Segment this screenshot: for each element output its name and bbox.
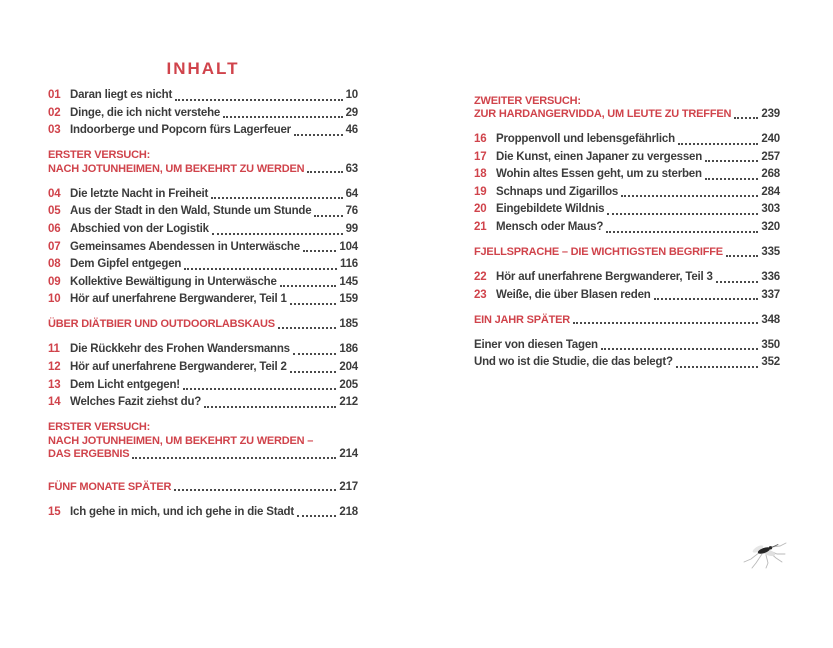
section-title: DAS ERGEBNIS — [48, 448, 130, 461]
toc-entry — [48, 87, 358, 105]
dot-leader — [573, 322, 758, 324]
toc-entry — [48, 341, 358, 359]
dot-leader — [606, 231, 758, 233]
chapter-title: Abschied von der Logistik — [70, 222, 209, 235]
dot-leader — [716, 281, 759, 283]
dot-leader — [211, 197, 342, 199]
page-number: 29 — [345, 106, 358, 119]
page-number: 186 — [339, 343, 358, 356]
chapter-number: 18 — [474, 168, 487, 181]
dot-leader — [290, 371, 337, 373]
chapter-title: Daran liegt es nicht — [70, 89, 173, 101]
toc-entry — [48, 359, 358, 377]
chapter-title: Mensch oder Maus? — [496, 220, 604, 233]
chapter-number: 01 — [48, 89, 61, 101]
chapter-number: 19 — [474, 185, 487, 198]
page-number: 284 — [761, 185, 780, 198]
chapter-number: 04 — [48, 187, 61, 200]
dot-leader — [175, 99, 343, 101]
chapter-title: Kollektive Bewältigung in Unterwäsche — [70, 275, 277, 288]
toc-entry — [474, 166, 780, 184]
dot-leader — [314, 215, 342, 217]
chapter-title: Gemeinsames Abendessen in Unterwäsche — [70, 240, 300, 253]
toc-section-last-line — [48, 163, 358, 177]
chapter-title: Hör auf unerfahrene Bergwanderer, Teil 1 — [70, 293, 287, 306]
toc-section-last-line — [48, 481, 358, 495]
page-number: 46 — [345, 124, 358, 137]
page-number: 239 — [761, 108, 780, 120]
chapter-title: Einer von diesen Tagen — [474, 338, 598, 351]
dot-leader — [183, 388, 336, 390]
page-number: 116 — [340, 258, 358, 271]
page-number: 64 — [345, 187, 358, 200]
chapter-title: Die letzte Nacht in Freiheit — [70, 187, 209, 200]
chapter-title: Eingebildete Wildnis — [496, 203, 605, 216]
chapter-number: 21 — [474, 220, 487, 233]
dot-leader — [290, 303, 337, 305]
page-title: INHALT — [166, 59, 240, 78]
chapter-number: 22 — [474, 271, 487, 284]
chapter-title: Hör auf unerfahrene Bergwanderer, Teil 3 — [496, 271, 713, 284]
chapter-number: 16 — [474, 133, 487, 145]
toc-column-left — [48, 0, 358, 521]
toc-entry — [474, 269, 780, 287]
page-number: 159 — [339, 293, 358, 306]
toc-entry — [48, 203, 358, 221]
dot-leader — [294, 134, 343, 136]
toc-list-left — [48, 87, 358, 521]
toc-section-last-line — [48, 448, 358, 462]
toc-section-heading — [48, 149, 358, 176]
page-number: 205 — [339, 378, 358, 391]
chapter-number: 06 — [48, 222, 61, 235]
toc-entry — [474, 149, 780, 167]
toc-entry — [48, 105, 358, 123]
chapter-title: Und wo ist die Studie, die das belegt? — [474, 356, 673, 369]
toc-entry — [474, 354, 780, 372]
toc-column-right — [474, 0, 780, 372]
toc-entry — [48, 377, 358, 395]
page-number: 337 — [761, 288, 780, 301]
page-number: 268 — [761, 168, 780, 181]
toc-entry — [474, 337, 780, 355]
toc-entry — [48, 291, 358, 309]
chapter-title: Weiße, die über Blasen reden — [496, 288, 651, 301]
dot-leader — [705, 178, 759, 180]
dot-leader — [678, 143, 759, 145]
toc-entry — [48, 504, 358, 522]
chapter-number: 02 — [48, 106, 61, 119]
chapter-title: Die Rückkehr des Frohen Wandersmanns — [70, 343, 290, 356]
section-title: ZUR HARDANGERVIDDA, UM LEUTE ZU TREFFEN — [474, 108, 732, 120]
page-number: 350 — [761, 338, 780, 351]
section-title: ERSTER VERSUCH: — [48, 421, 151, 434]
section-title: ZWEITER VERSUCH: — [474, 94, 581, 107]
section-title: FJELLSPRACHE – DIE WICHTIGSTEN BEGRIFFE — [474, 246, 723, 259]
toc-section-last-line — [474, 246, 780, 260]
section-title: ERSTER VERSUCH: — [48, 149, 151, 162]
page-number: 185 — [339, 318, 358, 331]
page-number: 218 — [339, 505, 358, 518]
dot-leader — [726, 255, 759, 257]
section-title: NACH JOTUNHEIMEN, UM BEKEHRT ZU WERDEN — [48, 162, 305, 175]
page-number: 99 — [345, 222, 358, 235]
section-title: EIN JAHR SPÄTER — [474, 313, 571, 326]
toc-entry — [48, 256, 358, 274]
chapter-number: 17 — [474, 150, 487, 163]
chapter-number: 15 — [48, 505, 61, 518]
dot-leader — [654, 298, 759, 300]
page-number: 76 — [345, 205, 358, 218]
page-number: 10 — [345, 89, 358, 101]
page-number: 214 — [339, 448, 358, 461]
dot-leader — [297, 515, 336, 517]
chapter-number: 07 — [48, 240, 61, 253]
chapter-title: Hör auf unerfahrene Bergwanderer, Teil 2 — [70, 361, 287, 374]
mosquito-icon — [742, 537, 788, 571]
chapter-number: 09 — [48, 275, 61, 288]
toc-section-last-line — [48, 318, 358, 332]
dot-leader — [293, 353, 337, 355]
page-number: 63 — [345, 162, 358, 175]
toc-section-heading — [48, 318, 358, 332]
toc-entry — [48, 239, 358, 257]
dot-leader — [174, 489, 336, 491]
toc-section-heading — [48, 421, 358, 462]
chapter-number: 05 — [48, 205, 61, 218]
page-number: 212 — [339, 396, 358, 409]
page-number: 257 — [761, 150, 780, 163]
dot-leader — [212, 233, 343, 235]
chapter-title: Schnaps und Zigarillos — [496, 185, 619, 198]
chapter-number: 08 — [48, 258, 61, 271]
page-number: 145 — [339, 275, 358, 288]
chapter-title: Indoorberge und Popcorn fürs Lagerfeuer — [70, 124, 291, 137]
dot-leader — [184, 268, 337, 270]
page-number: 335 — [761, 246, 780, 259]
page-number: 104 — [339, 240, 358, 253]
toc-list-right — [474, 95, 780, 372]
page-number: 217 — [339, 480, 358, 493]
dot-leader — [676, 366, 759, 368]
chapter-title: Proppenvoll und lebensgefährlich — [496, 133, 675, 145]
page-number: 336 — [761, 271, 780, 284]
page-number: 352 — [761, 356, 780, 369]
toc-section-heading — [474, 95, 780, 122]
toc-entry — [48, 122, 358, 140]
dot-leader — [132, 457, 336, 459]
chapter-number: 10 — [48, 293, 61, 306]
chapter-number: 03 — [48, 124, 61, 137]
chapter-title: Ich gehe in mich, und ich gehe in die Stadt — [70, 505, 294, 518]
section-title: FÜNF MONATE SPÄTER — [48, 480, 172, 493]
dot-leader — [307, 171, 342, 173]
toc-entry — [474, 184, 780, 202]
toc-entry — [474, 287, 780, 305]
toc-entry — [474, 219, 780, 237]
dot-leader — [278, 327, 337, 329]
toc-entry — [474, 131, 780, 149]
dot-leader — [204, 406, 336, 408]
toc-entry — [48, 221, 358, 239]
dot-leader — [223, 116, 342, 118]
dot-leader — [607, 213, 758, 215]
toc-entry — [48, 274, 358, 292]
chapter-number: 12 — [48, 361, 61, 374]
chapter-title: Dem Gipfel entgegen — [70, 258, 182, 271]
toc-entry — [48, 394, 358, 412]
toc-section-heading — [48, 481, 358, 495]
chapter-title: Aus der Stadt in den Wald, Stunde um Stunde — [70, 205, 312, 218]
chapter-number: 13 — [48, 378, 61, 391]
dot-leader — [621, 195, 758, 197]
toc-entry — [474, 201, 780, 219]
toc-section-heading — [474, 314, 780, 328]
dot-leader — [705, 160, 758, 162]
toc-entry — [48, 186, 358, 204]
chapter-number: 20 — [474, 203, 487, 216]
section-title: ÜBER DIÄTBIER UND OUTDOORLABSKAUS — [48, 318, 275, 331]
dot-leader — [601, 348, 759, 350]
chapter-number: 14 — [48, 396, 61, 409]
chapter-title: Die Kunst, einen Japaner zu vergessen — [496, 150, 703, 163]
chapter-title: Dem Licht entgegen! — [70, 378, 180, 391]
dot-leader — [734, 117, 758, 119]
page-number: 204 — [339, 361, 358, 374]
page-number: 348 — [761, 313, 780, 326]
toc-section-heading — [474, 246, 780, 260]
page-number: 303 — [761, 203, 780, 216]
toc-section-last-line — [474, 314, 780, 328]
dot-leader — [280, 285, 337, 287]
chapter-number: 11 — [48, 343, 60, 356]
chapter-title: Welches Fazit ziehst du? — [70, 396, 202, 409]
chapter-title: Dinge, die ich nicht verstehe — [70, 106, 221, 119]
chapter-number: 23 — [474, 288, 487, 301]
dot-leader — [303, 250, 336, 252]
section-title: NACH JOTUNHEIMEN, UM BEKEHRT ZU WERDEN – — [48, 434, 314, 447]
toc-section-last-line — [474, 108, 780, 122]
page-number: 240 — [761, 133, 780, 145]
chapter-title: Wohin altes Essen geht, um zu sterben — [496, 168, 702, 181]
page-number: 320 — [761, 220, 780, 233]
